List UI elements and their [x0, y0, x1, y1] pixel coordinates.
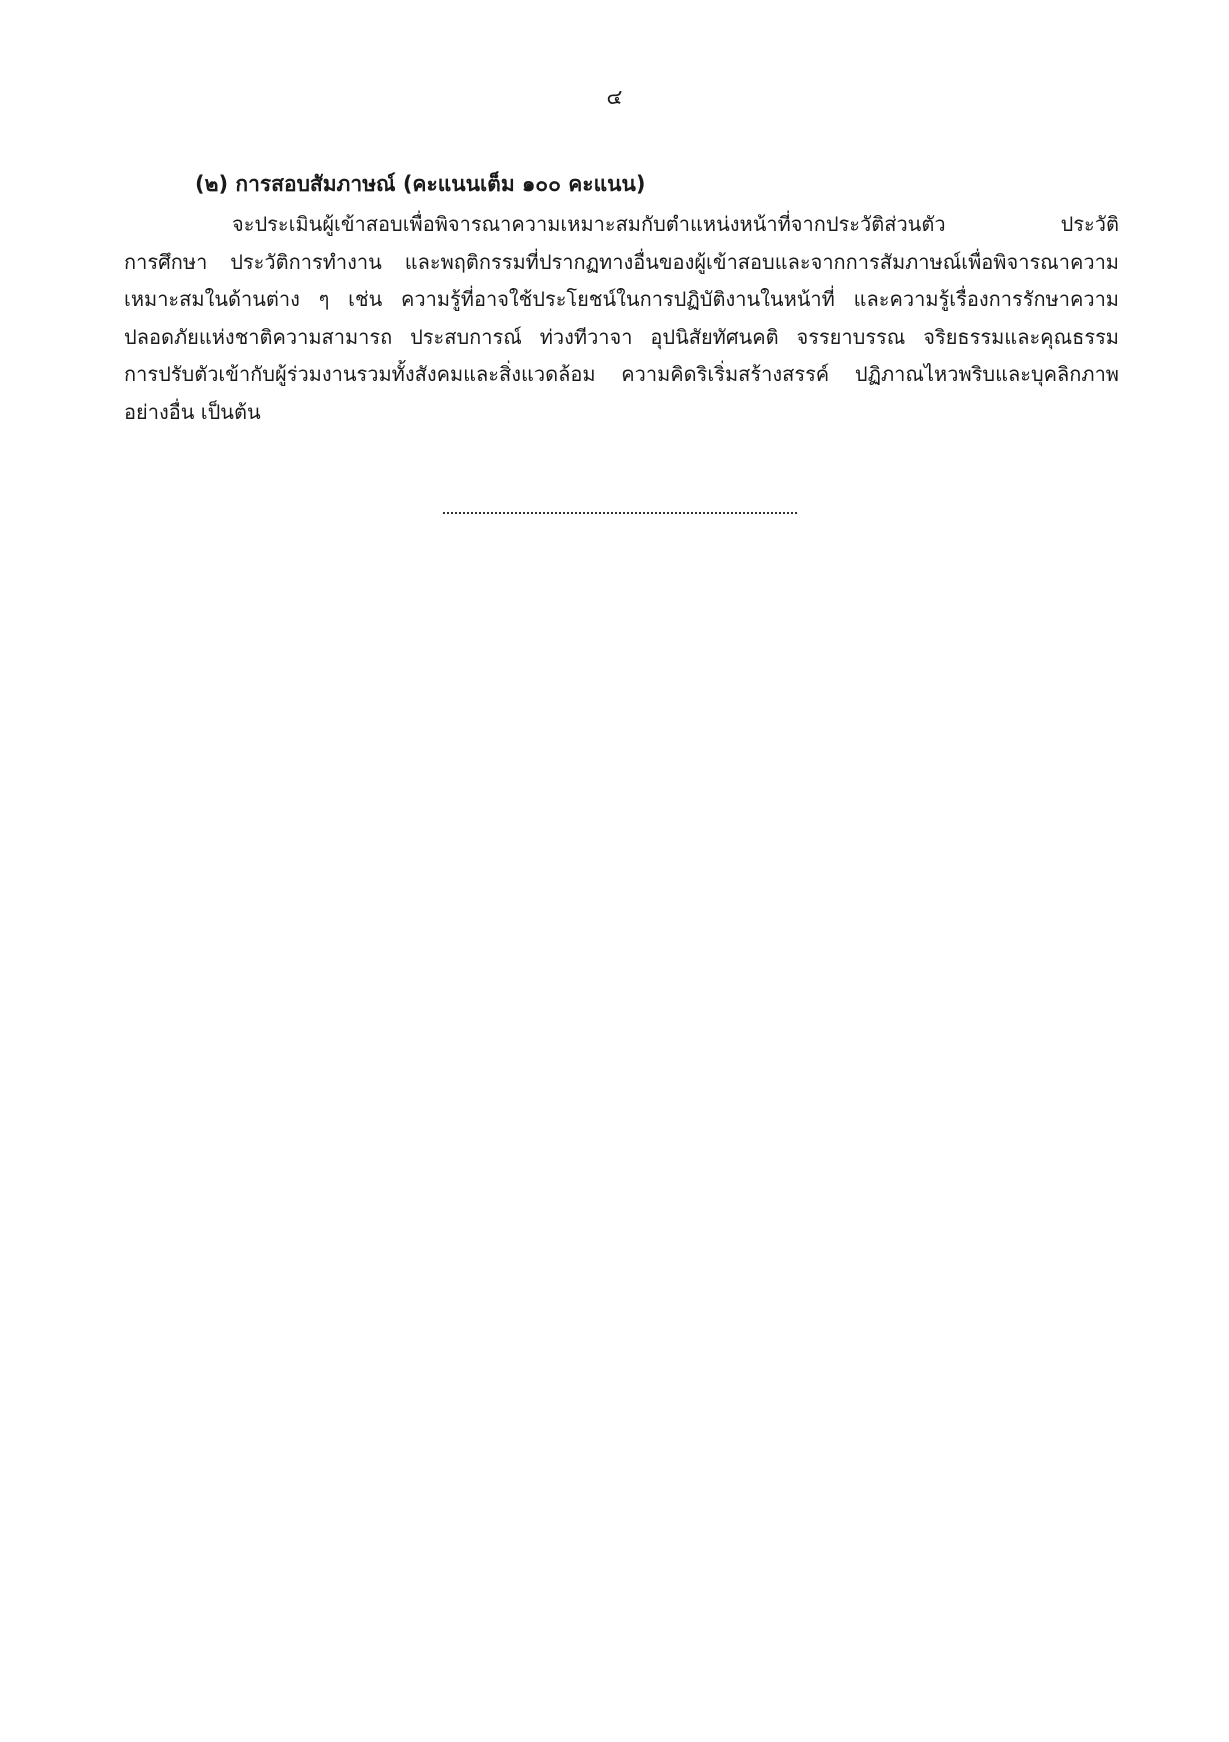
paragraph-line: จะประเมินผู้เข้าสอบเพื่อพิจารณาความเหมาะสมกับตำแหน่งหน้าที่จากประวัติส่วนตัว ประวัติ: [232, 212, 1119, 236]
paragraph-line: อย่างอื่น เป็นต้น: [124, 399, 261, 424]
section-paragraph: [124, 206, 1119, 431]
paragraph-line: ปลอดภัยแห่งชาติความสามารถ ประสบการณ์ ท่วงทีวาจา อุปนิสัยทัศนคติ จรรยาบรรณ จริยธรรมและคุณธรรม: [124, 324, 1119, 349]
paragraph-line: การศึกษา ประวัติการทำงาน และพฤติกรรมที่ปรากฏทางอื่นของผู้เข้าสอบและจากการสัมภาษณ์เพื่อพิจารณาความ: [124, 249, 1119, 274]
paragraph-line: การปรับตัวเข้ากับผู้ร่วมงานรวมทั้งสังคมและสิ่งแวดล้อม ความคิดริเริ่มสร้างสรรค์ ปฏิภาณไหวพริบและบุคลิกภาพ: [124, 362, 1119, 386]
section-heading: (๒) การสอบสัมภาษณ์ (คะแนนเต็ม ๑๐๐ คะแนน): [195, 172, 646, 196]
page-number: ๔: [606, 85, 623, 109]
paragraph-line: เหมาะสมในด้านต่าง ๆ เช่น ความรู้ที่อาจใช้ประโยชน์ในการปฏิบัติงานในหน้าที่ และความรู้เรื่องการรักษาความ: [124, 287, 1119, 311]
end-of-document-dotted-line: [443, 500, 797, 514]
